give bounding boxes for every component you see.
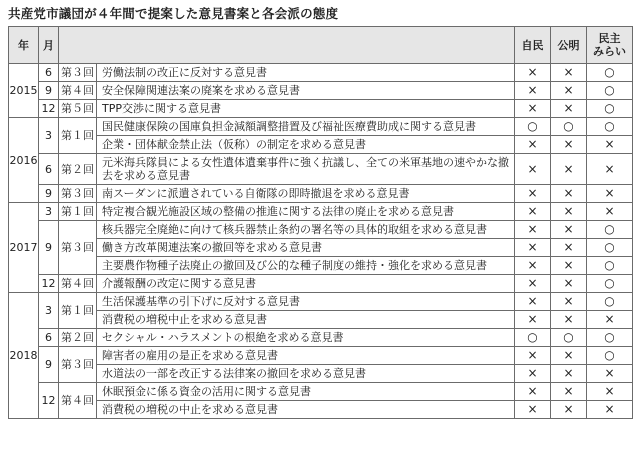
vote-cell: ○ bbox=[515, 329, 551, 347]
session-cell: 第１回 bbox=[59, 118, 97, 154]
year-cell: 2015 bbox=[9, 64, 39, 118]
party-header-jimin: 自民 bbox=[515, 27, 551, 64]
vote-cell: × bbox=[587, 365, 633, 383]
table-row bbox=[9, 239, 633, 257]
table-row bbox=[9, 347, 633, 365]
vote-cell: × bbox=[515, 257, 551, 275]
vote-cell: × bbox=[551, 221, 587, 239]
vote-cell: ○ bbox=[587, 329, 633, 347]
vote-cell: × bbox=[551, 257, 587, 275]
vote-cell: ○ bbox=[587, 293, 633, 311]
year-cell: 2018 bbox=[9, 293, 39, 419]
proposal-title-cell: 消費税の増税の中止を求める意見書 bbox=[97, 401, 515, 419]
month-cell: 9 bbox=[39, 347, 59, 383]
proposal-title-cell: 企業・団体献金禁止法（仮称）の制定を求める意見書 bbox=[97, 136, 515, 154]
vote-cell: × bbox=[551, 64, 587, 82]
table-row bbox=[9, 136, 633, 154]
proposals-table bbox=[8, 26, 633, 419]
vote-cell: × bbox=[515, 154, 551, 185]
proposal-title-cell: 介護報酬の改定に関する意見書 bbox=[97, 275, 515, 293]
vote-cell: × bbox=[515, 203, 551, 221]
proposal-title-cell: 消費税の増税中止を求める意見書 bbox=[97, 311, 515, 329]
vote-cell: × bbox=[551, 154, 587, 185]
session-cell: 第２回 bbox=[59, 329, 97, 347]
proposal-title-cell: 安全保障関連法案の廃案を求める意見書 bbox=[97, 82, 515, 100]
month-cell: 9 bbox=[39, 221, 59, 275]
vote-cell: ○ bbox=[587, 64, 633, 82]
vote-cell: ○ bbox=[587, 118, 633, 136]
vote-cell: ○ bbox=[551, 329, 587, 347]
vote-cell: ○ bbox=[587, 347, 633, 365]
session-cell: 第２回 bbox=[59, 154, 97, 185]
vote-cell: × bbox=[515, 293, 551, 311]
table-row bbox=[9, 154, 633, 185]
vote-cell: × bbox=[587, 311, 633, 329]
vote-cell: × bbox=[551, 136, 587, 154]
month-cell: 9 bbox=[39, 82, 59, 100]
vote-cell: × bbox=[551, 203, 587, 221]
table-row bbox=[9, 185, 633, 203]
vote-cell: × bbox=[515, 239, 551, 257]
vote-cell: × bbox=[515, 82, 551, 100]
vote-cell: × bbox=[587, 203, 633, 221]
month-cell: 12 bbox=[39, 275, 59, 293]
proposal-title-cell: TPP交渉に関する意見書 bbox=[97, 100, 515, 118]
month-cell: 12 bbox=[39, 100, 59, 118]
vote-cell: × bbox=[551, 185, 587, 203]
proposal-title-cell: 労働法制の改正に反対する意見書 bbox=[97, 64, 515, 82]
vote-cell: × bbox=[551, 401, 587, 419]
vote-cell: × bbox=[551, 347, 587, 365]
vote-cell: ○ bbox=[587, 257, 633, 275]
table-row bbox=[9, 82, 633, 100]
header-row bbox=[9, 27, 633, 64]
party-header-komei: 公明 bbox=[551, 27, 587, 64]
month-header: 月 bbox=[39, 27, 59, 64]
vote-cell: × bbox=[515, 221, 551, 239]
session-cell: 第１回 bbox=[59, 203, 97, 221]
proposal-title-cell: 南スーダンに派遣されている自衛隊の即時撤退を求める意見書 bbox=[97, 185, 515, 203]
session-cell: 第５回 bbox=[59, 100, 97, 118]
session-cell: 第１回 bbox=[59, 293, 97, 329]
vote-cell: × bbox=[515, 401, 551, 419]
year-cell: 2016 bbox=[9, 118, 39, 203]
table-row bbox=[9, 293, 633, 311]
party-header-minshu-mirai: 民主 みらい bbox=[587, 27, 633, 64]
vote-cell: × bbox=[551, 82, 587, 100]
vote-cell: ○ bbox=[587, 82, 633, 100]
proposal-title-cell: 生活保護基準の引下げに反対する意見書 bbox=[97, 293, 515, 311]
vote-cell: × bbox=[587, 185, 633, 203]
vote-cell: ○ bbox=[587, 221, 633, 239]
table-row bbox=[9, 311, 633, 329]
session-cell: 第３回 bbox=[59, 347, 97, 383]
vote-cell: × bbox=[515, 383, 551, 401]
vote-cell: × bbox=[515, 64, 551, 82]
proposal-title-cell: 元米海兵隊員による女性遺体遺棄事件に強く抗議し、全ての米軍基地の速やかな撤去を求める意見書 bbox=[97, 154, 515, 185]
month-cell: 3 bbox=[39, 293, 59, 329]
vote-cell: ○ bbox=[587, 275, 633, 293]
vote-cell: × bbox=[515, 311, 551, 329]
vote-cell: × bbox=[551, 311, 587, 329]
session-cell: 第３回 bbox=[59, 64, 97, 82]
table-row bbox=[9, 203, 633, 221]
table-row bbox=[9, 100, 633, 118]
vote-cell: × bbox=[515, 347, 551, 365]
vote-cell: ○ bbox=[551, 118, 587, 136]
table-row bbox=[9, 118, 633, 136]
page-title: 共産党市議団が４年間で提案した意見書案と各会派の態度 bbox=[8, 6, 339, 21]
vote-cell: × bbox=[551, 239, 587, 257]
proposal-title-cell: 休眠預金に係る資金の活用に関する意見書 bbox=[97, 383, 515, 401]
month-cell: 3 bbox=[39, 203, 59, 221]
month-cell: 6 bbox=[39, 64, 59, 82]
vote-cell: × bbox=[551, 383, 587, 401]
vote-cell: × bbox=[515, 365, 551, 383]
session-cell: 第４回 bbox=[59, 275, 97, 293]
proposal-title-cell: 特定複合観光施設区域の整備の推進に関する法律の廃止を求める意見書 bbox=[97, 203, 515, 221]
session-cell: 第３回 bbox=[59, 221, 97, 275]
session-cell: 第４回 bbox=[59, 383, 97, 419]
month-cell: 6 bbox=[39, 154, 59, 185]
table-row bbox=[9, 329, 633, 347]
session-cell: 第３回 bbox=[59, 185, 97, 203]
session-cell: 第４回 bbox=[59, 82, 97, 100]
table-row bbox=[9, 275, 633, 293]
vote-cell: ○ bbox=[515, 118, 551, 136]
year-header: 年 bbox=[9, 27, 39, 64]
proposal-title-cell: 働き方改革関連法案の撤回等を求める意見書 bbox=[97, 239, 515, 257]
vote-cell: × bbox=[515, 185, 551, 203]
vote-cell: × bbox=[551, 365, 587, 383]
proposal-title-cell: 主要農作物種子法廃止の撤回及び公的な種子制度の維持・強化を求める意見書 bbox=[97, 257, 515, 275]
table-row bbox=[9, 365, 633, 383]
table-row bbox=[9, 401, 633, 419]
vote-cell: × bbox=[587, 401, 633, 419]
table-row bbox=[9, 221, 633, 239]
month-cell: 9 bbox=[39, 185, 59, 203]
vote-cell: × bbox=[587, 154, 633, 185]
month-cell: 6 bbox=[39, 329, 59, 347]
vote-cell: × bbox=[551, 275, 587, 293]
proposal-title-cell: 水道法の一部を改正する法律案の撤回を求める意見書 bbox=[97, 365, 515, 383]
year-cell: 2017 bbox=[9, 203, 39, 293]
vote-cell: × bbox=[515, 100, 551, 118]
table-row bbox=[9, 383, 633, 401]
vote-cell: ○ bbox=[587, 239, 633, 257]
vote-cell: × bbox=[587, 136, 633, 154]
table-body bbox=[9, 64, 633, 419]
vote-cell: ○ bbox=[587, 100, 633, 118]
vote-cell: × bbox=[551, 293, 587, 311]
session-header bbox=[59, 27, 515, 64]
month-cell: 3 bbox=[39, 118, 59, 154]
month-cell: 12 bbox=[39, 383, 59, 419]
proposal-title-cell: セクシャル・ハラスメントの根絶を求める意見書 bbox=[97, 329, 515, 347]
vote-cell: × bbox=[515, 275, 551, 293]
vote-cell: × bbox=[587, 383, 633, 401]
table-row bbox=[9, 257, 633, 275]
vote-cell: × bbox=[515, 136, 551, 154]
table-row bbox=[9, 64, 633, 82]
proposal-title-cell: 障害者の雇用の是正を求める意見書 bbox=[97, 347, 515, 365]
vote-cell: × bbox=[551, 100, 587, 118]
proposal-title-cell: 核兵器完全廃絶に向けて核兵器禁止条約の署名等の具体的取組を求める意見書 bbox=[97, 221, 515, 239]
proposal-title-cell: 国民健康保険の国庫負担金減額調整措置及び福祉医療費助成に関する意見書 bbox=[97, 118, 515, 136]
